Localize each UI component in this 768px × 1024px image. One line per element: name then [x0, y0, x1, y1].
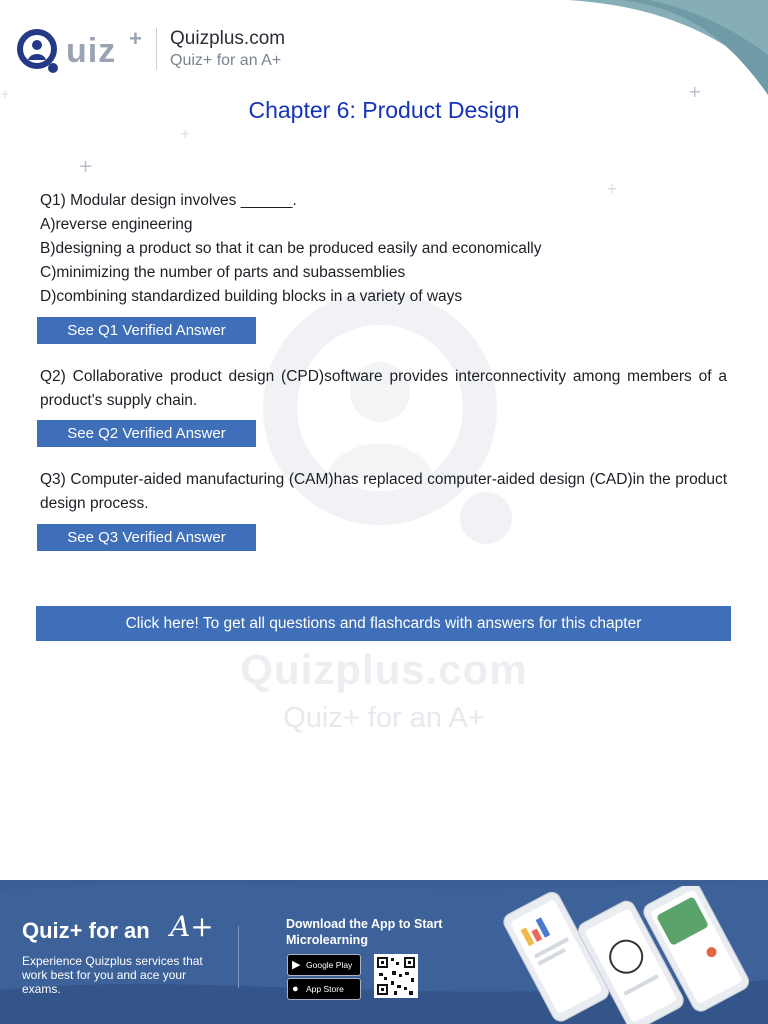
logo-divider: [156, 28, 157, 70]
download-app-heading: Download the App to Start Microlearning: [286, 917, 443, 947]
plus-decoration: +: [606, 181, 618, 197]
logo-plus: +: [129, 26, 142, 51]
question-1-option-a: A)reverse engineering: [40, 216, 193, 233]
plus-decoration: +: [0, 87, 11, 101]
question-3-text: Q3) Computer-aided manufacturing (CAM)has replaced computer-aided design (CAD)in the product design process.: [40, 471, 727, 512]
header-wave-decoration: [528, 0, 768, 95]
watermark-site: Quizplus.com: [240, 646, 528, 693]
apple-icon: ●: [292, 983, 299, 995]
footer-divider: [238, 926, 239, 988]
footer-aplus-mark: A+: [170, 910, 214, 943]
quizplus-logo[interactable]: [14, 26, 304, 78]
google-play-button[interactable]: [287, 954, 361, 976]
logo-tagline: Quiz+ for an A+: [170, 52, 282, 69]
app-phone-mockups: [500, 886, 768, 1024]
question-2-text: Q2) Collaborative product design (CPD)software provides interconnectivity among members of a product's supply chain.: [40, 368, 727, 409]
all-questions-cta-button[interactable]: Click here! To get all questions and flashcards with answers for this chapter: [36, 606, 731, 641]
see-q1-answer-button[interactable]: See Q1 Verified Answer: [37, 317, 256, 344]
question-1-option-d: D)combining standardized building blocks in a variety of ways: [40, 288, 463, 305]
app-store-label: App Store: [306, 984, 344, 994]
google-play-label: Google Play: [306, 960, 353, 970]
play-store-icon: ▶: [292, 959, 301, 971]
footer-title: Quiz+ for an: [22, 918, 150, 943]
question-1-text: Q1) Modular design involves ______.: [40, 192, 297, 209]
see-q3-answer-button[interactable]: See Q3 Verified Answer: [37, 524, 256, 551]
app-store-button[interactable]: [287, 978, 361, 1000]
logo-word: uiz: [66, 32, 117, 70]
footer-description: Experience Quizplus services that work best for you and ace your exams.: [22, 954, 203, 996]
plus-decoration: +: [78, 156, 94, 177]
question-1-option-c: C)minimizing the number of parts and subassemblies: [40, 264, 406, 281]
qr-code-icon[interactable]: [374, 954, 418, 998]
question-1-option-b: B)designing a product so that it can be produced easily and economically: [40, 240, 542, 257]
watermark-tagline: Quiz+ for an A+: [283, 702, 485, 734]
app-promo-footer: [0, 880, 768, 1024]
plus-decoration: +: [180, 127, 191, 141]
quiz-q-logo-icon: [16, 28, 62, 74]
logo-site-name: Quizplus.com: [170, 28, 286, 49]
chapter-title: Chapter 6: Product Design: [248, 97, 520, 123]
question-1: [40, 189, 727, 309]
see-q2-answer-button[interactable]: See Q2 Verified Answer: [37, 420, 256, 447]
plus-decoration: +: [688, 82, 702, 101]
